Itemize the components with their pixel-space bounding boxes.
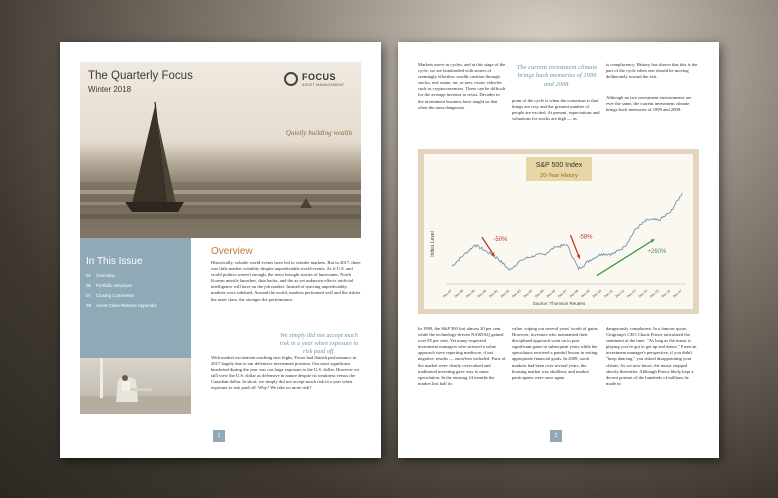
issue-item: 05 Portfolio Structure: [86, 283, 133, 288]
sp500-series-line: [452, 193, 682, 270]
newsletter-page-2: [398, 42, 719, 458]
x-tick-label: Dec-09: [580, 288, 591, 299]
overview-paragraph-1: Historically, volatile world events have led to volatile markets. But in 2017, there was little market volatility despite unpredictable world events. As if U.S. and world politics weren't enough, the news brought stories of hurricanes, North Korean missile launches, data hacks, and the as yet unknown effects artificial intelligence will have on the job market. Instead of reacting unpredictably, markets were subdued. Around the world, markets performed well and the riskier the asset class, the stronger the performance.: [211, 260, 361, 302]
issue-contents-list: [86, 271, 157, 311]
chart-source: Source: Thomson Reuters: [532, 301, 586, 306]
x-tick-label: Dec-99: [465, 288, 476, 299]
x-tick-label: Dec-04: [522, 288, 534, 299]
x-tick-label: Dec-03: [511, 288, 522, 299]
drawdown-label-2008: -58%: [578, 234, 593, 241]
x-tick-label: Dec-08: [568, 288, 580, 299]
x-tick-label: Dec-15: [649, 288, 660, 299]
text-column-2: point of the cycle is when the consensus is that things are rosy and the greatest number of people are excited. At present, expectations and valuations for stocks are high — as: [512, 98, 600, 122]
x-tick-label: Dec-14: [637, 288, 649, 299]
x-tick-label: Dec-98: [453, 288, 465, 299]
x-tick-label: Dec-05: [534, 288, 545, 299]
text-column-3b: Although no two investment environments are ever the same, the current investment climate brings back memories of 1999 and 2008.: [606, 95, 692, 113]
in-this-issue-title: In This Issue: [86, 256, 143, 267]
overview-paragraph-2: With market excitement reaching new highs, Focus had flattish performance in 2017 largely due to our defensive investment position. Our most significant headwind during the year was our large exposure to the U.S. dollar. However we still view the U.S. dollar as defensive in nature despite its weakness versus the Canadian dollar. In short, we simply did not accept much risk in a year when exposure to risk paid off. Why? We take on more risk?: [211, 355, 360, 391]
drawdown-label-2000: -50%: [493, 236, 508, 243]
chart-title: S&P 500 Index: [535, 162, 583, 169]
rally-label: +260%: [647, 248, 667, 255]
issue-item: 01 Overview: [86, 273, 115, 278]
rally-arrow: [597, 239, 655, 275]
x-tick-label: Dec-06: [545, 288, 557, 299]
chart-area: [424, 154, 693, 309]
page-number: 2: [550, 430, 562, 442]
chart-subtitle: 20-Year History: [540, 173, 578, 179]
x-tick-label: Dec-10: [591, 288, 603, 299]
text-column-1: Markets move in cycles, and at this stage of the cycle, we are bombarded with stories of seemingly effortless wealth creation through stocks, real estate, art, or new, exotic vehicles such as cryptocurrencies. These can be difficult for the average investor to resist. Decades in the investment business have taught us that often the most dangerous: [418, 62, 506, 110]
text-column-4: In 1999, the S&P 500 lost almost 20 per cent while the technology-driven NASDAQ gained over 85 per cent. Yet many respected investment managers who stressed a value approach were reporting mediocre, if not negative, results — ourselves included. Parts of the market were clearly overvalued and traditional investing gave way to mass speculation. In the ensuing 24 months the market lost half its: [418, 326, 506, 386]
issue-item: 08 Asset Class Returns Appendix: [86, 303, 157, 308]
x-tick-label: Dec-17: [672, 288, 683, 299]
logo-name: FOCUS: [302, 72, 336, 82]
overview-paragraph-1-cont: [211, 305, 271, 353]
x-tick-label: Dec-07: [557, 288, 568, 299]
logo-tagline: ASSET MANAGEMENT: [302, 83, 345, 87]
page-number: 1: [213, 430, 225, 442]
cover-image: [80, 62, 361, 238]
overview-pull-quote: We simply did not accept much risk in a year when exposure to risk paid off.: [279, 332, 359, 356]
issue-date: Winter 2018: [88, 85, 132, 94]
chart-svg: [424, 154, 693, 309]
cover-tagline: Quietly building wealth: [285, 129, 352, 137]
text-column-6: dangerously complacent. In a famous quote, Citigroup's CEO Chuck Prince articulated the sentiment at the time: "As long as the music is playing you've got to get up and dance." From an investment manager's perspective, if you didn't "keep dancing," you risked disappointing your clients. As we now know, the music stopped shortly thereafter. Although Prince likely kept a decent portion of the hundreds of millions he made in: [606, 326, 697, 386]
in-this-issue-panel: [80, 238, 191, 358]
logo-icon: [284, 72, 298, 86]
newsletter-title: The Quarterly Focus: [88, 70, 193, 82]
sp500-chart: [418, 149, 699, 314]
x-tick-label: Dec-01: [488, 288, 499, 299]
newsletter-page-1: [60, 42, 381, 458]
x-tick-label: Dec-13: [626, 288, 637, 299]
text-column-5: value, wiping out several years' worth of gains. However, investors who maintained their disciplined approach went on to post significant gains in subsequent years while the speculators received a painful lesson in setting appropriate financial goals. In 2008, stock markets had been over several years, the housing market was ebullient, and market participants were once again: [512, 326, 599, 380]
x-tick-label: Dec-12: [614, 288, 626, 299]
x-tick-label: Dec-16: [660, 288, 672, 299]
text-column-3: is complacency. History has shown that this is the part of the cycle when one should be moving deliberately toward the exit.: [606, 62, 698, 80]
x-tick-label: Dec-11: [603, 288, 614, 299]
issue-item: 07 Closing Comments: [86, 293, 135, 298]
y-axis-label: Index Level: [430, 231, 436, 257]
page2-pull-quote: The current investment climate brings back memories of 1999 and 2008.: [516, 64, 598, 88]
focus-logo: [284, 72, 354, 92]
woman-chair-photo: [80, 358, 191, 414]
x-tick-label: Dec-97: [442, 288, 453, 299]
x-tick-label: Dec-02: [499, 288, 511, 299]
x-tick-label: Dec-00: [476, 288, 488, 299]
overview-title: Overview: [211, 246, 253, 257]
